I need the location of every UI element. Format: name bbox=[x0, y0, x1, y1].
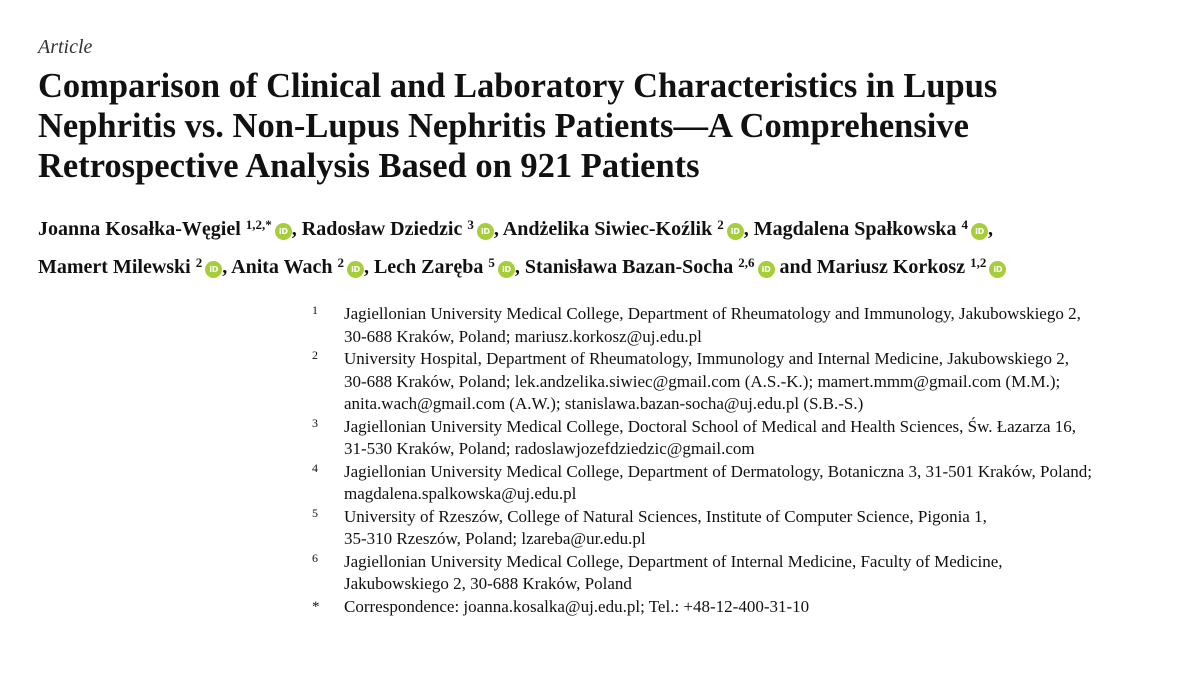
author bbox=[817, 256, 1007, 278]
author bbox=[525, 256, 775, 278]
author-affiliation-sup: 2,6 bbox=[738, 255, 755, 270]
affiliation-line: Jakubowskiego 2, 30-688 Kraków, Poland bbox=[344, 574, 632, 593]
affiliation-line: magdalena.spalkowska@uj.edu.pl bbox=[344, 484, 577, 503]
author-separator: , bbox=[363, 256, 369, 278]
title-line: Retrospective Analysis Based on 921 Patients bbox=[38, 147, 700, 185]
orcid-icon[interactable]: iD bbox=[758, 261, 775, 278]
orcid-icon[interactable]: iD bbox=[727, 223, 744, 240]
author-affiliation-sup: 3 bbox=[467, 217, 474, 232]
title-line: Comparison of Clinical and Laboratory Characteristics in Lupus bbox=[38, 67, 998, 105]
affiliation-number: 4 bbox=[312, 460, 318, 475]
author-name: Mariusz Korkosz bbox=[816, 256, 966, 278]
author bbox=[754, 218, 988, 240]
affiliation-line: 35-310 Rzeszów, Poland; lzareba@ur.edu.pl bbox=[344, 529, 646, 548]
author bbox=[503, 218, 744, 240]
author-affiliation-sup: 1,2,* bbox=[245, 217, 272, 232]
author-name: Anita Wach bbox=[231, 256, 333, 278]
orcid-icon[interactable]: iD bbox=[989, 261, 1006, 278]
affiliation-line: Jagiellonian University Medical College, Department of Internal Medicine, Faculty of Medicine, bbox=[344, 551, 1003, 571]
affiliation-number: 1 bbox=[312, 303, 318, 317]
affiliation-line: Jagiellonian University Medical College, Department of Rheumatology and Immunology, Jakubowskiego 2, bbox=[344, 304, 1081, 323]
affiliation-item bbox=[312, 461, 1172, 506]
author-line bbox=[38, 208, 1188, 246]
affiliation-item bbox=[312, 348, 1172, 416]
orcid-icon[interactable]: iD bbox=[477, 223, 494, 240]
orcid-icon[interactable]: iD bbox=[347, 261, 364, 278]
affiliation-item bbox=[312, 416, 1172, 461]
author bbox=[38, 218, 292, 240]
author-separator: , bbox=[493, 218, 499, 240]
author-name: Mamert Milewski bbox=[38, 256, 191, 278]
affiliation-line: University of Rzeszów, College of Natural Sciences, Institute of Computer Science, Pigonia 1, bbox=[344, 506, 987, 526]
affiliation-line: 31-530 Kraków, Poland; radoslawjozefdziedzic@gmail.com bbox=[344, 439, 755, 458]
author-name: Joanna Kosałka-Węgiel bbox=[38, 218, 241, 240]
affiliation-item bbox=[312, 551, 1172, 596]
affiliation-item bbox=[312, 303, 1172, 348]
author-name: Lech Zaręba bbox=[373, 256, 484, 278]
title-line: Nephritis vs. Non-Lupus Nephritis Patients—A Comprehensive bbox=[38, 107, 969, 145]
orcid-icon[interactable]: iD bbox=[498, 261, 515, 278]
author-name: Andżelika Siwiec-Koźlik bbox=[502, 218, 713, 240]
author-affiliation-sup: 2 bbox=[717, 217, 724, 232]
affiliation-line: anita.wach@gmail.com (A.W.); stanislawa.bazan-socha@uj.edu.pl (S.B.-S.) bbox=[344, 394, 864, 413]
author bbox=[231, 256, 364, 278]
correspondence-item bbox=[312, 596, 1172, 619]
author-separator: , bbox=[222, 256, 228, 278]
author-separator: , bbox=[514, 256, 520, 278]
affiliation-line: 30-688 Kraków, Poland; mariusz.korkosz@uj.edu.pl bbox=[344, 326, 702, 346]
affiliation-line: University Hospital, Department of Rheumatology, Immunology and Internal Medicine, Jakubowskiego 2, bbox=[344, 349, 1070, 368]
author-line bbox=[38, 246, 1188, 284]
affiliation-item bbox=[312, 506, 1172, 551]
affiliation-number: 5 bbox=[312, 505, 318, 520]
article-type-label: Article bbox=[38, 36, 93, 58]
author-affiliation-sup: 4 bbox=[961, 217, 969, 232]
author-affiliation-sup: 5 bbox=[488, 255, 495, 270]
article-title bbox=[38, 66, 1178, 186]
author-name: Stanisława Bazan-Socha bbox=[524, 256, 734, 278]
correspondence-line: Correspondence: joanna.kosalka@uj.edu.pl; Tel.: +48-12-400-31-10 bbox=[344, 596, 810, 616]
orcid-icon[interactable]: iD bbox=[971, 223, 988, 240]
author bbox=[374, 256, 515, 278]
affiliation-number: 6 bbox=[312, 550, 318, 565]
affiliation-number: 3 bbox=[312, 415, 318, 430]
orcid-icon[interactable]: iD bbox=[205, 261, 222, 278]
author-conjunction: and bbox=[779, 256, 812, 278]
author-name: Magdalena Spałkowska bbox=[753, 218, 957, 240]
author-separator: , bbox=[988, 218, 994, 240]
author-affiliation-sup: 2 bbox=[337, 255, 344, 270]
orcid-icon[interactable]: iD bbox=[275, 223, 292, 240]
author bbox=[38, 256, 222, 278]
affiliation-line: Jagiellonian University Medical College, Department of Dermatology, Botaniczna 3, 31-501 Kraków, Poland; bbox=[344, 461, 1092, 481]
affiliation-line: 30-688 Kraków, Poland; lek.andzelika.siwiec@gmail.com (A.S.-K.); mamert.mmm@gmail.com (M.M.); bbox=[344, 371, 1061, 391]
correspondence-marker: * bbox=[312, 598, 320, 615]
author-separator: , bbox=[743, 218, 749, 240]
affiliation-number: 2 bbox=[312, 348, 318, 362]
affiliation-line: Jagiellonian University Medical College, Doctoral School of Medical and Health Sciences, Św. Łazarza 16, bbox=[344, 416, 1077, 436]
author-affiliation-sup: 1,2 bbox=[970, 255, 987, 270]
affiliation-list bbox=[312, 303, 1172, 618]
author-affiliation-sup: 2 bbox=[195, 255, 203, 270]
author bbox=[302, 218, 494, 240]
author-name: Radosław Dziedzic bbox=[301, 218, 463, 240]
author-list bbox=[38, 208, 1188, 284]
author-separator: , bbox=[291, 218, 297, 240]
